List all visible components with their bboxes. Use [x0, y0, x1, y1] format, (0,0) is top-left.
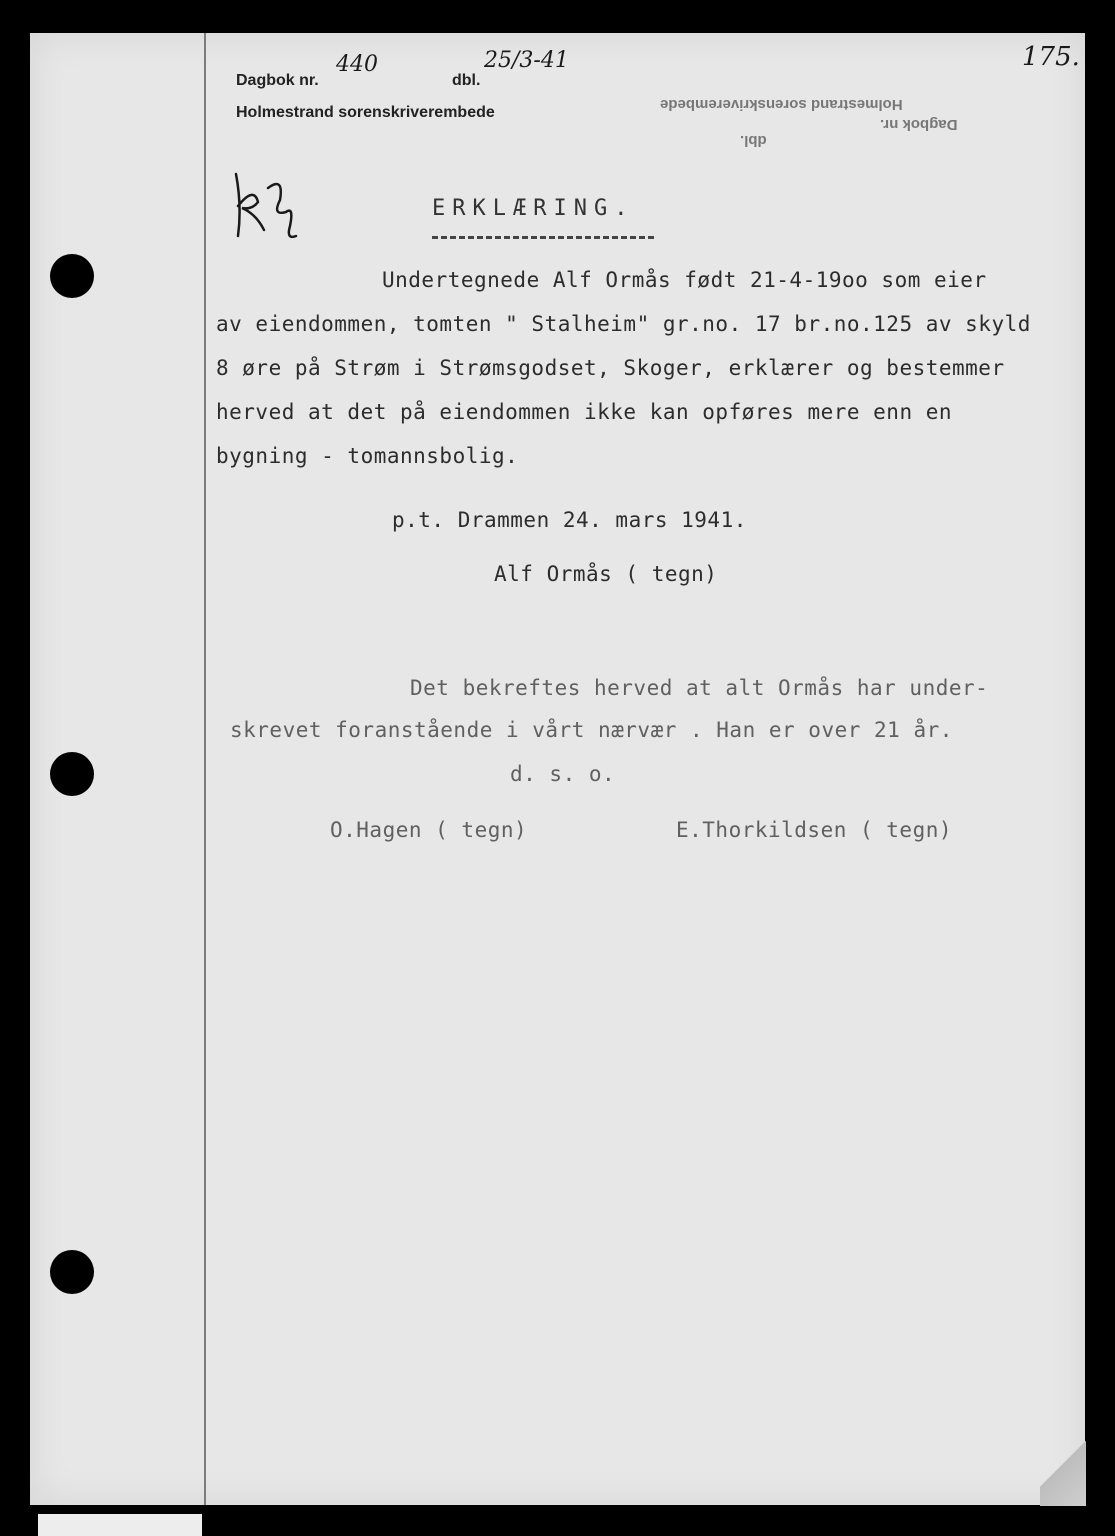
page-number: 175.: [1022, 42, 1080, 72]
document-title: ERKLÆRING.: [432, 196, 635, 221]
mirrored-dagbok-bleed: Dagbok nr.: [880, 116, 958, 133]
initials-mark: [224, 166, 304, 246]
dbl-stamp: [452, 72, 480, 90]
dagbok-label: Dagbok nr.: [236, 72, 319, 89]
signature-line: Alf Ormås ( tegn): [494, 562, 718, 586]
binding-margin-line: [204, 33, 206, 1505]
mirrored-office-bleed: Holmestrand sorenskriverembede: [660, 96, 903, 113]
witness-signature: O.Hagen ( tegn): [330, 818, 528, 842]
body-line: av eiendommen, tomten " Stalheim" gr.no. 17 br.no.125 av skyld: [216, 312, 1031, 336]
scan-edge-strip: [38, 1514, 202, 1536]
punch-hole: [50, 1250, 94, 1294]
office-stamp: [236, 104, 495, 122]
title-underline: [432, 236, 654, 239]
confirmation-line: skrevet foranstående i vårt nærvær . Han er over 21 år.: [230, 718, 953, 742]
body-line: herved at det på eiendommen ikke kan opføres mere enn en: [216, 400, 953, 424]
dbl-label: dbl.: [452, 72, 481, 89]
body-line: bygning - tomannsbolig.: [216, 444, 519, 468]
place-date: p.t. Drammen 24. mars 1941.: [392, 508, 747, 532]
dso-line: d. s. o.: [510, 762, 616, 786]
punch-hole: [50, 254, 94, 298]
registry-stamp: [236, 72, 319, 90]
dagbok-number: 440: [336, 52, 378, 77]
confirmation-line: Det bekreftes herved at alt Ormås har under-: [410, 676, 989, 700]
witness-signature: E.Thorkildsen ( tegn): [676, 818, 953, 842]
mirrored-dbl-bleed: dbl.: [740, 132, 767, 149]
dbl-date: 25/3-41: [484, 48, 569, 73]
punch-hole: [50, 752, 94, 796]
body-line: 8 øre på Strøm i Strømsgodset, Skoger, erklærer og bestemmer: [216, 356, 1005, 380]
body-line: Undertegnede Alf Ormås født 21-4-19oo som eier: [382, 268, 987, 292]
page-corner-fold: [1040, 1420, 1086, 1506]
office-name: Holmestrand sorenskriverembede: [236, 104, 495, 121]
